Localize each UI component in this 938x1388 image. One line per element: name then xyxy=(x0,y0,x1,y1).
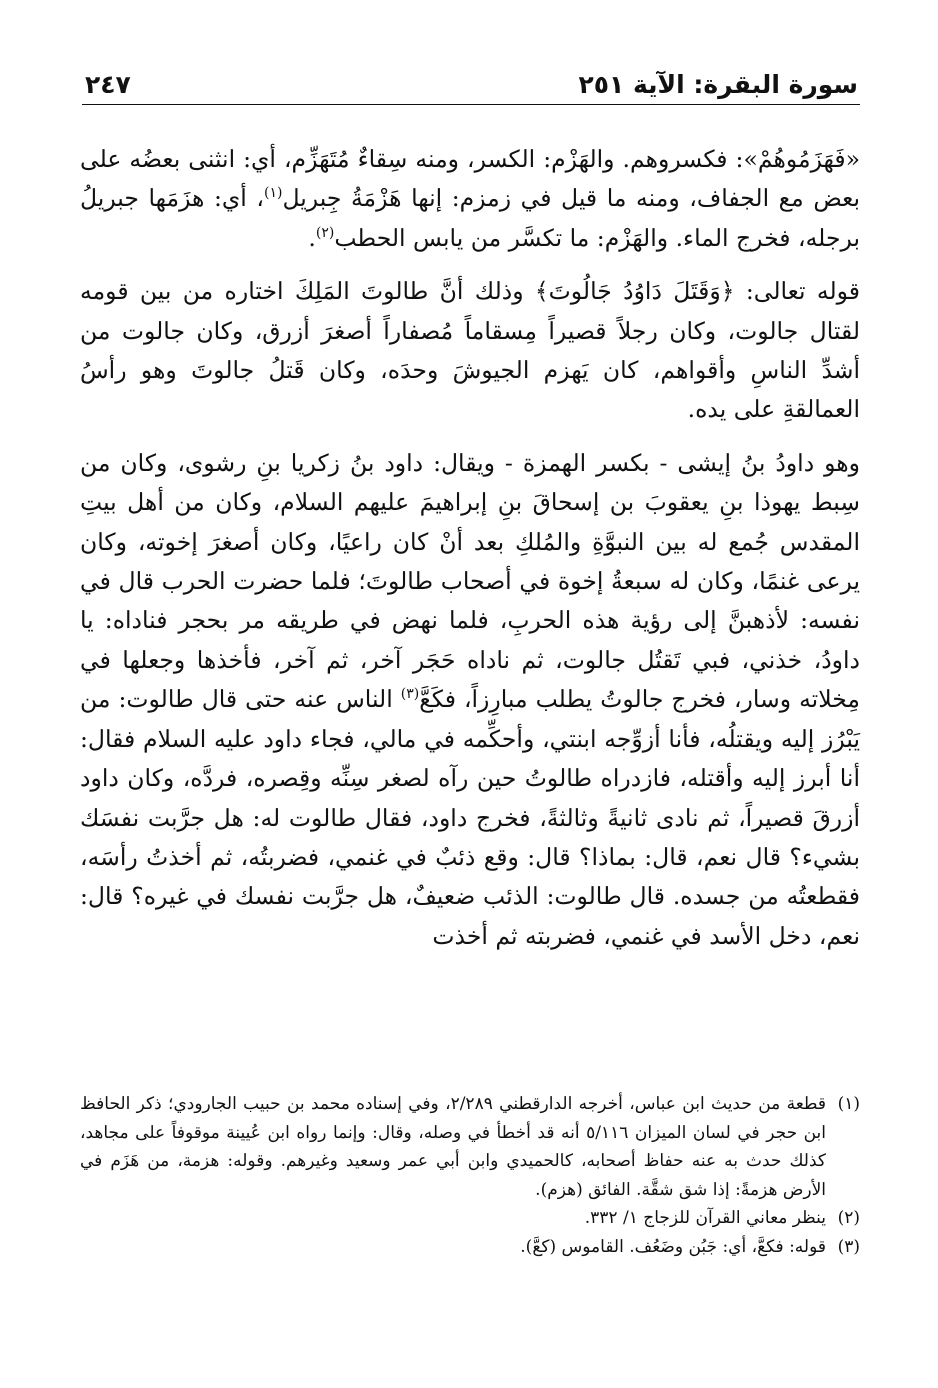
paragraph-1 xyxy=(80,140,860,258)
footnote-number: (٣) xyxy=(837,1236,860,1257)
footnotes xyxy=(80,1090,860,1261)
paragraph-3 xyxy=(80,444,860,956)
header-divider xyxy=(82,104,860,105)
page-header xyxy=(85,64,858,100)
paragraph-3-part-1: وهو داودُ بنُ إيشى - بكسر الهمزة - ويقال: داود بنُ زكريا بنِ رشوى، وكان من سِبط يهوذا بنِ يعقوبَ بن إسحاقَ بنِ إبراهيمَ عليهم السلام، وكان من أهل بيتِ المقدس جُمع له بين النبوَّةِ والمُلكِ بعد أنْ كان راعيًا، وكان أصغرَ إخوته، وكان يرعى غنمًا، وكان له سبعةُ إخوة في أصحاب طالوتَ؛ فلما حضرت الحرب قال في نفسه: لأذهبنَّ إلى رؤية هذه الحربِ، فلما نهض في طريقه مر بحجر فناداه: يا داودُ، خذني، فبي تَقتُل جالوت، ثم ناداه حَجَر آخر، ثم آخر، فأخذها وجعلها في مِخلاته وسار، فخرج جالوتُ يطلب مبارِزاً، فكَعَّ xyxy=(80,448,861,714)
page-number: ٢٤٧ xyxy=(85,70,131,99)
footnote-text: قوله: فكعَّ، أي: جَبُن وضَعُف. القاموس (كعَّ). xyxy=(520,1236,826,1257)
footnote-ref-2: (٢) xyxy=(315,224,335,241)
footnote-1 xyxy=(80,1090,860,1204)
paragraph-1-part-3: . xyxy=(308,223,316,252)
paragraph-1-part-1: «فَهَزَمُوهُمْ»: فكسروهم. والهَزْم: الكسر، ومنه سِقاءٌ مُتَهَزِّم، أي: انثنى بعضُه على بعض مع الجفاف، ومنه ما قيل في زمزم: إنها هَزْمَةُ جِبريل xyxy=(80,145,860,213)
footnote-3 xyxy=(80,1233,860,1262)
paragraph-2: قوله تعالى: ﴿وَقَتَلَ دَاوُدُ جَالُوتَ﴾ وذلك أنَّ طالوتَ المَلِكَ اختاره من بين قومه لقتال جالوت، وكان رجلاً قصيراً مِسقاماً مُصفاراً أصغرَ أزرق، وكان جالوت من أشدِّ الناسِ وأقواهم، كان يَهزم الجيوشَ وحدَه، وكان قَتلُ جالوتَ وهو رأسُ العمالقةِ على يده. xyxy=(80,277,860,424)
surah-title: سورة البقرة: الآية ٢٥١ xyxy=(578,70,858,99)
footnote-ref-3: (٣) xyxy=(400,686,420,703)
footnote-number: (١) xyxy=(837,1094,860,1114)
footnote-text: قطعة من حديث ابن عباس، أخرجه الدارقطني ٢/٢٨٩، وفي إسناده محمد بن حبيب الجارودي؛ ذكر الحافظ ابن حجر في لسان الميزان ٥/١١٦ أنه قد أخطأ في وصله، وقال: وإنما رواه ابن عُيينة موقوفاً على مجاهد، كذلك حدث به عنه حفاظ أصحابه، كالحميدي وابن أبي عمر وسعيد وغيرهم. وقوله: هزمة، من هَزَم في الأرض هزمةً: إذا شق شقَّة. الفائق (هزم). xyxy=(80,1094,827,1200)
footnote-2 xyxy=(80,1204,860,1233)
main-text xyxy=(80,140,860,956)
paragraph-3-part-2: الناس عنه حتى قال طالوت: من يَبْرُز إليه ويقتلُه، فأنا أزوِّجه ابنتي، وأحكِّمه في مالي، فجاء داود عليه السلام فقال: أنا أبرز إليه وأقتله، فازدراه طالوتُ حين رآه لصغر سِنِّه وقِصره، فردَّه، وكان داود أزرقَ قصيراً، ثم نادى ثانيةً وثالثةً، فخرج داود، فقال طالوت له: هل جرَّبت نفسَك بشيء؟ قال نعم، قال: بماذا؟ قال: وقع ذئبٌ في غنمي، فضربتُه، ثم أخذتُ رأسَه، فقطعتُه من جسده. قال طالوت: الذئب ضعيفٌ، هل جرَّبت نفسك في غيره؟ قال: نعم، دخل الأسد في غنمي، فضربته ثم أخذت xyxy=(80,685,860,950)
footnote-number: (٢) xyxy=(837,1208,860,1228)
paragraph-1-part-2: ، أي: هزَمَها جبريلُ برجله، فخرج الماء. والهَزْم: ما تكسَّر من يابس الحطب xyxy=(80,184,860,252)
footnote-text: ينظر معاني القرآن للزجاج ١/ ٣٣٢. xyxy=(584,1208,826,1228)
footnote-ref-1: (١) xyxy=(264,185,283,202)
